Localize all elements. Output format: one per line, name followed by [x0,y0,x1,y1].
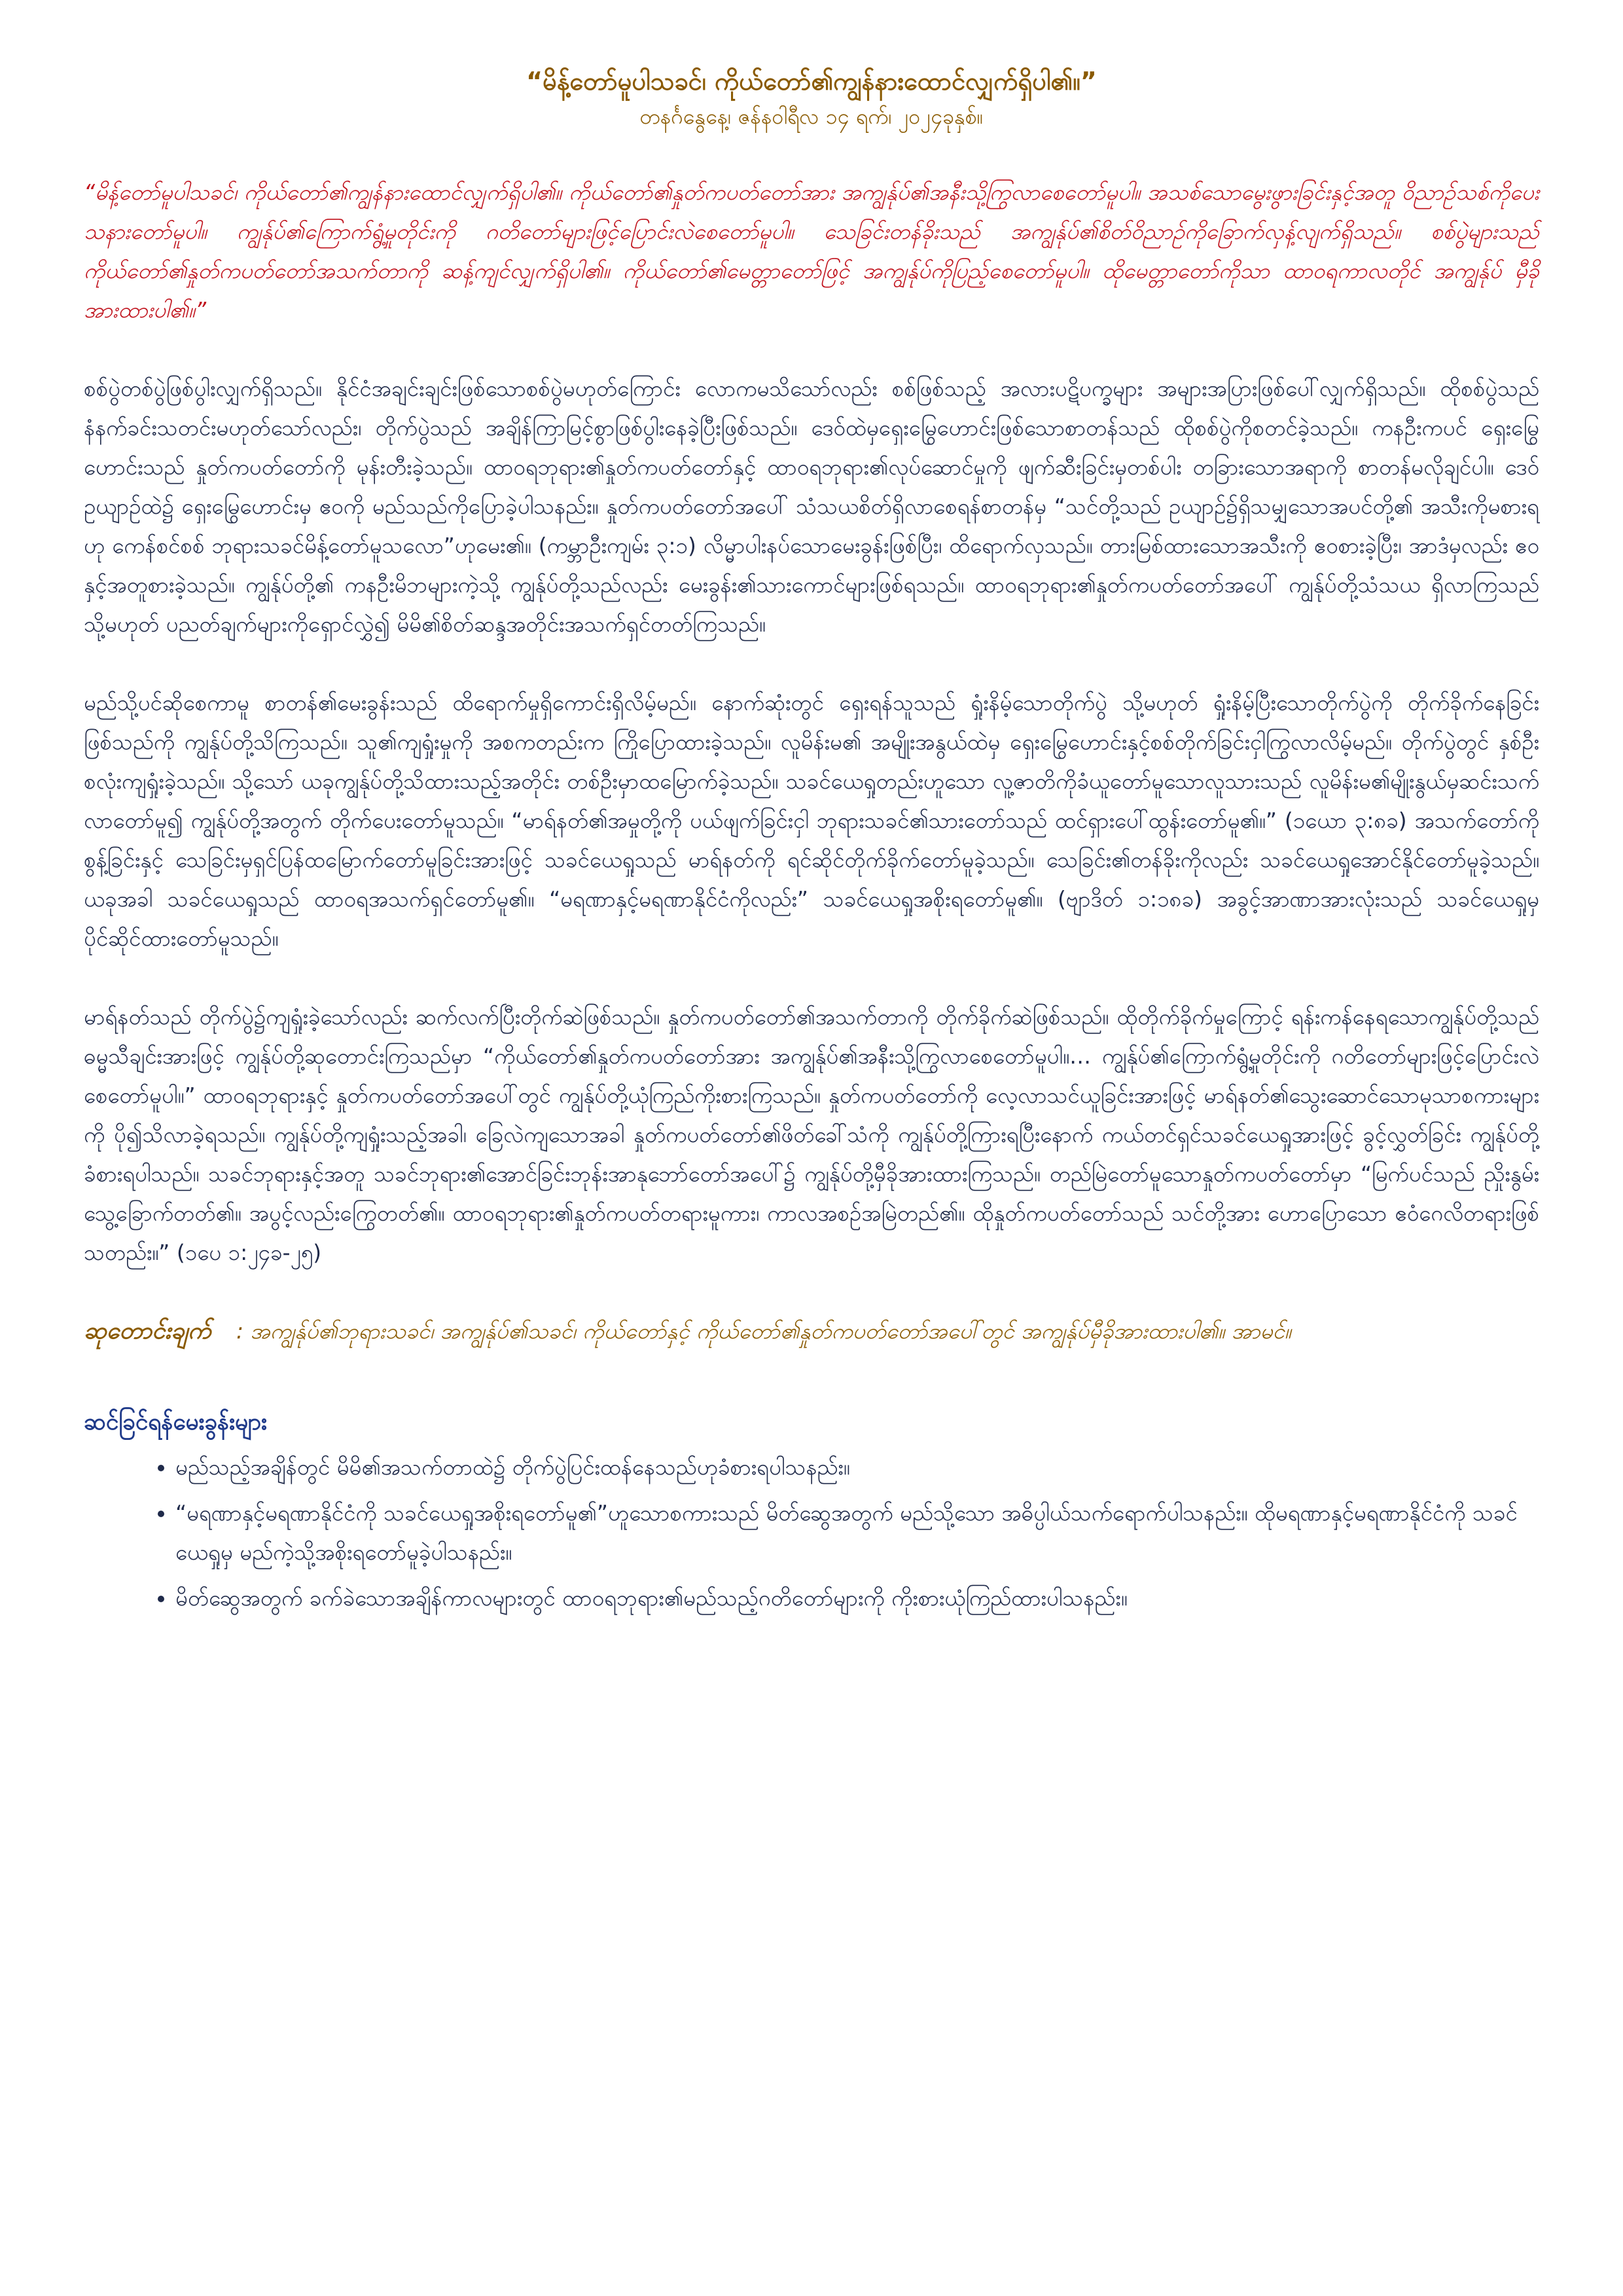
body-paragraph-1: စစ်ပွဲတစ်ပွဲဖြစ်ပွါးလျှက်ရှိသည်။ နိုင်ငံအချင်းချင်းဖြစ်သောစစ်ပွဲမဟုတ်ကြောင်း လောကမသိသော်လည်း စစ်ဖြစ်သည့် အလားပဋိပက္ခများ အများအပြားဖြစ်ပေါ်လျှက်ရှိသည်။ ထိုစစ်ပွဲသည် နံနက်ခင်းသတင်းမဟုတ်သော်လည်း၊ တိုက်ပွဲသည် အချိန်ကြာမြင့်စွာဖြစ်ပွါးနေခဲ့ပြီးဖြစ်သည်။ ဒေဝ်ထဲမှရှေးမြွေဟောင်းဖြစ်သောစာတန်သည် ထိုစစ်ပွဲကိုစတင်ခဲ့သည်။ ကနဦးကပင် ရှေးမြွေဟောင်းသည် နှုတ်ကပတ်တော်ကို မုန်းတီးခဲ့သည်။ ထာဝရဘုရား၏နှုတ်ကပတ်တော်နှင့် ထာဝရဘုရား၏လုပ်ဆောင်မှုကို ဖျက်ဆီးခြင်းမှတစ်ပါး တခြားသောအရာကို စာတန်မလိုချင်ပါ။ ဒေဝ်ဥယျာဉ်ထဲ၌ ရှေးမြွေဟောင်းမှ ဧဝကို မည်သည်ကိုပြောခဲ့ပါသနည်း။ နှုတ်ကပတ်တော်အပေါ် သံသယစိတ်ရှိလာစေရန်စာတန်မှ “သင်တို့သည် ဥယျာဉ်၌ရှိသမျှသောအပင်တို့၏ အသီးကိုမစားရဟု ကေန်စင်စစ် ဘုရားသခင်မိန့်တော်မူသလော”ဟုမေး၏။ (ကမ္ဘာဦးကျမ်း ၃:၁) လိမ္မာပါးနပ်သောမေးခွန်းဖြစ်ပြီး၊ ထိရောက်လှသည်။ တားမြစ်ထားသောအသီးကို ဧဝစားခဲ့ပြီး၊ အာဒံမှလည်း ဧဝနှင့်အတူစားခဲ့သည်။ ကျွန်ုပ်တို့၏ ကနဦးမိဘများကဲ့သို့ ကျွန်ုပ်တို့သည်လည်း မေးခွန်း၏သားကောင်များဖြစ်ရသည်။ ထာဝရဘုရား၏နှုတ်ကပတ်တော်အပေါ် ကျွန်ုပ်တို့သံသယ ရှိလာကြသည် သို့မဟုတ် ပညတ်ချက်များကိုရှောင်လွှဲ၍ မိမိ၏စိတ်ဆန္ဒအတိုင်းအသက်ရှင်တတ်ကြသည်။ [84,376,1539,637]
prayer-text: : အကျွန်ုပ်၏ဘုရားသခင်၊ အကျွန်ုပ်၏သခင်၊ ကိုယ်တော်နှင့် ကိုယ်တော်၏နှုတ်ကပတ်တော်အပေါ်တွင် အကျွန်ုပ်မှီခိုအားထားပါ၏။ အာမင်။ [236,1318,1291,1344]
body-paragraph-2: မည်သို့ပင်ဆိုစေကာမူ စာတန်၏မေးခွန်းသည် ထိရောက်မှုရှိကောင်းရှိလိမ့်မည်။ နောက်ဆုံးတွင် ရှေးရန်သူသည် ရှုံးနိမ့်သောတိုက်ပွဲ သို့မဟုတ် ရှုံးနိမ့်ပြီးသောတိုက်ပွဲကို တိုက်ခိုက်နေခြင်းဖြစ်သည်ကို ကျွန်ုပ်တို့သိကြသည်။ သူ၏ကျရှုံးမှုကို အစကတည်းက ကြိုပြောထားခဲ့သည်။ လူမိန်းမ၏ အမျိုးအနွယ်ထဲမှ ရှေးမြွေဟောင်းနှင့်စစ်တိုက်ခြင်းငှါကြွလာလိမ့်မည်။ တိုက်ပွဲတွင် နှစ်ဦးစလုံးကျရှုံးခဲ့သည်။ သို့သော် ယခုကျွန်ုပ်တို့သိထားသည့်အတိုင်း တစ်ဦးမှာထမြောက်ခဲ့သည်။ သခင်ယေရှုတည်းဟူသော လူ့ဇာတိကိုခံယူတော်မူသောလူသားသည် လူမိန်းမ၏မျိုးနွယ်မှဆင်းသက်လာတော်မူ၍ ကျွန်ုပ်တို့အတွက် တိုက်ပေးတော်မူသည်။ “မာရ်နတ်၏အမှုတို့ကို ပယ်ဖျက်ခြင်းငှါ ဘုရားသခင်၏သားတော်သည် ထင်ရှားပေါ်ထွန်းတော်မူ၏။” (၁ယော ၃:၈ခ) အသက်တော်ကိုစွန့်ခြင်းနှင့် သေခြင်းမှရှင်ပြန်ထမြောက်တော်မူခြင်းအားဖြင့် သခင်ယေရှုသည် မာရ်နတ်ကို ရင်ဆိုင်တိုက်ခိုက်တော်မူခဲ့သည်။ သေခြင်း၏တန်ခိုးကိုလည်း သခင်ယေရှုအောင်နိုင်တော်မူခဲ့သည်။ ယခုအခါ သခင်ယေရှုသည် ထာဝရအသက်ရှင်တော်မူ၏။ “မရဏာနှင့်မရဏာနိုင်ငံကိုလည်း” သခင်ယေရှုအစိုးရတော်မူ၏။ (ဗျာဒိတ် ၁:၁၈ခ) အခွင့်အာဏာအားလုံးသည် သခင်ယေရှုမှ ပိုင်ဆိုင်ထားတော်မူသည်။ [84,690,1539,951]
devotional-page [84,63,1539,1624]
list-item: • “မရဏာနှင့်မရဏာနိုင်ငံကို သခင်ယေရှုအစိုးရတော်မူ၏”ဟူသောစကားသည် မိတ်ဆွေအတွက် မည်သို့သော အဓိပ္ပါယ်သက်ရောက်ပါသနည်း။ ထိုမရဏာနှင့်မရဏာနိုင်ငံကို သခင်ယေရှုမှ မည်ကဲ့သို့အစိုးရတော်မူခဲ့ပါသနည်း။ [175,1494,1539,1572]
questions-title: ဆင်ခြင်ရန်မေးခွန်းများ [84,1409,267,1435]
page-date: တနင်္ဂနွေနေ့၊ ဇန်နဝါရီလ ၁၄ ရက်၊ ၂၀၂၄ခုနှစ်။ [639,104,984,129]
list-item: • မိတ်ဆွေအတွက် ခက်ခဲသောအချိန်ကာလများတွင် ထာဝရဘုရား၏မည်သည့်ဂတိတော်များကို ကိုးစားယုံကြည်ထားပါသနည်း။ [175,1579,1539,1618]
list-item: • မည်သည့်အချိန်တွင် မိမိ၏အသက်တာထဲ၌ တိုက်ပွဲပြင်းထန်နေသည်ဟုခံစားရပါသနည်း။ [175,1448,1539,1487]
body-paragraph-3: မာရ်နတ်သည် တိုက်ပွဲ၌ကျရှုံးခဲ့သော်လည်း ဆက်လက်ပြီးတိုက်ဆဲဖြစ်သည်။ နှုတ်ကပတ်တော်၏အသက်တာကို တိုက်ခိုက်ဆဲဖြစ်သည်။ ထိုတိုက်ခိုက်မှုကြောင့် ရန်းကန်နေရသောကျွန်ုပ်တို့သည် ဓမ္မသီချင်းအားဖြင့် ကျွန်ုပ်တို့ဆုတောင်းကြသည်မှာ “ကိုယ်တော်၏နှုတ်ကပတ်တော်အား အကျွန်ုပ်၏အနီးသို့ကြွလာစေတော်မူပါ။… ကျွန်ုပ်၏ကြောက်ရွံ့မှုတိုင်းကို ဂတိတော်များဖြင့်ပြောင်းလဲစေတော်မူပါ။” ထာဝရဘုရားနှင့် နှုတ်ကပတ်တော်အပေါ်တွင် ကျွန်ုပ်တို့ယုံကြည်ကိုးစားကြသည်။ နှုတ်ကပတ်တော်ကို လေ့လာသင်ယူခြင်းအားဖြင့် မာရ်နတ်၏သွေးဆောင်သောမုသာစကားများကို ပို၍သိလာခဲ့ရသည်။ ကျွန်ုပ်တို့ကျရှုံးသည့်အခါ၊ ခြေလဲကျသောအခါ နှုတ်ကပတ်တော်၏ဖိတ်ခေါ်သံကို ကျွန်ုပ်တို့ကြားရပြီးနောက် ကယ်တင်ရှင်သခင်ယေရှုအားဖြင့် ခွင့်လွှတ်ခြင်း ကျွန်ုပ်တို့ခံစားရပါသည်။ သခင်ဘုရားနှင့်အတူ သခင်ဘုရား၏အောင်ခြင်းဘုန်းအာနုဘော်တော်အပေါ်၌ ကျွန်ုပ်တို့မှီခိုအားထားကြသည်။ တည်မြဲတော်မူသောနှုတ်ကပတ်တော်မှာ “မြက်ပင်သည် ညှိုးနွမ်းသွေ့ခြောက်တတ်၏။ အပွင့်လည်းကြွေတတ်၏။ ထာဝရဘုရား၏နှုတ်ကပတ်တရားမူကား၊ ကာလအစဉ်အမြဲတည်၏။ ထိုနှုတ်ကပတ်တော်သည် သင်တို့အား ဟောပြောသော ဧဝံဂေလိတရားဖြစ်သတည်း။” (၁ပေ ၁:၂၄ခ-၂၅) [84,1004,1539,1265]
page-header [84,63,1539,134]
prayer-section [84,1312,1539,1351]
page-title: “မိန့်တော်မူပါသခင်၊ ကိုယ်တော်၏ကျွန်နားထောင်လျှက်ရှိပါ၏။” [526,67,1097,96]
opening-hymn-quote: “မိန့်တော်မူပါသခင်၊ ကိုယ်တော်၏ကျွန်နားထောင်လျှက်ရှိပါ၏။ ကိုယ်တော်၏နှုတ်ကပတ်တော်အား အကျွန်ုပ်၏အနီးသို့ကြွလာစေတော်မူပါ။ အသစ်သောမွေးဖွားခြင်းနှင့်အတူ ဝိညာဉ်သစ်ကိုပေးသနားတော်မူပါ။ ကျွန်ုပ်၏ကြောက်ရွံ့မှုတိုင်းကို ဂတိတော်များဖြင့်ပြောင်းလဲစေတော်မူပါ။ သေခြင်းတန်ခိုးသည် အကျွန်ုပ်၏စိတ်ဝိညာဉ်ကိုခြောက်လှန့်လျက်ရှိသည်။ စစ်ပွဲများသည် ကိုယ်တော်၏နှုတ်ကပတ်တော်အသက်တာကို ဆန့်ကျင်လျှက်ရှိပါ၏။ ကိုယ်တော်၏မေတ္တာတော်ဖြင့် အကျွန်ုပ်ကိုပြည့်စေတော်မူပါ။ ထိုမေတ္တာတော်ကိုသာ ထာဝရကာလတိုင် အကျွန်ုပ် မှီခိုအားထားပါ၏။” [84,179,1539,323]
questions-list [84,1448,1539,1618]
prayer-label: ဆုတောင်းချက် [84,1318,211,1344]
reflection-questions [84,1403,1539,1618]
